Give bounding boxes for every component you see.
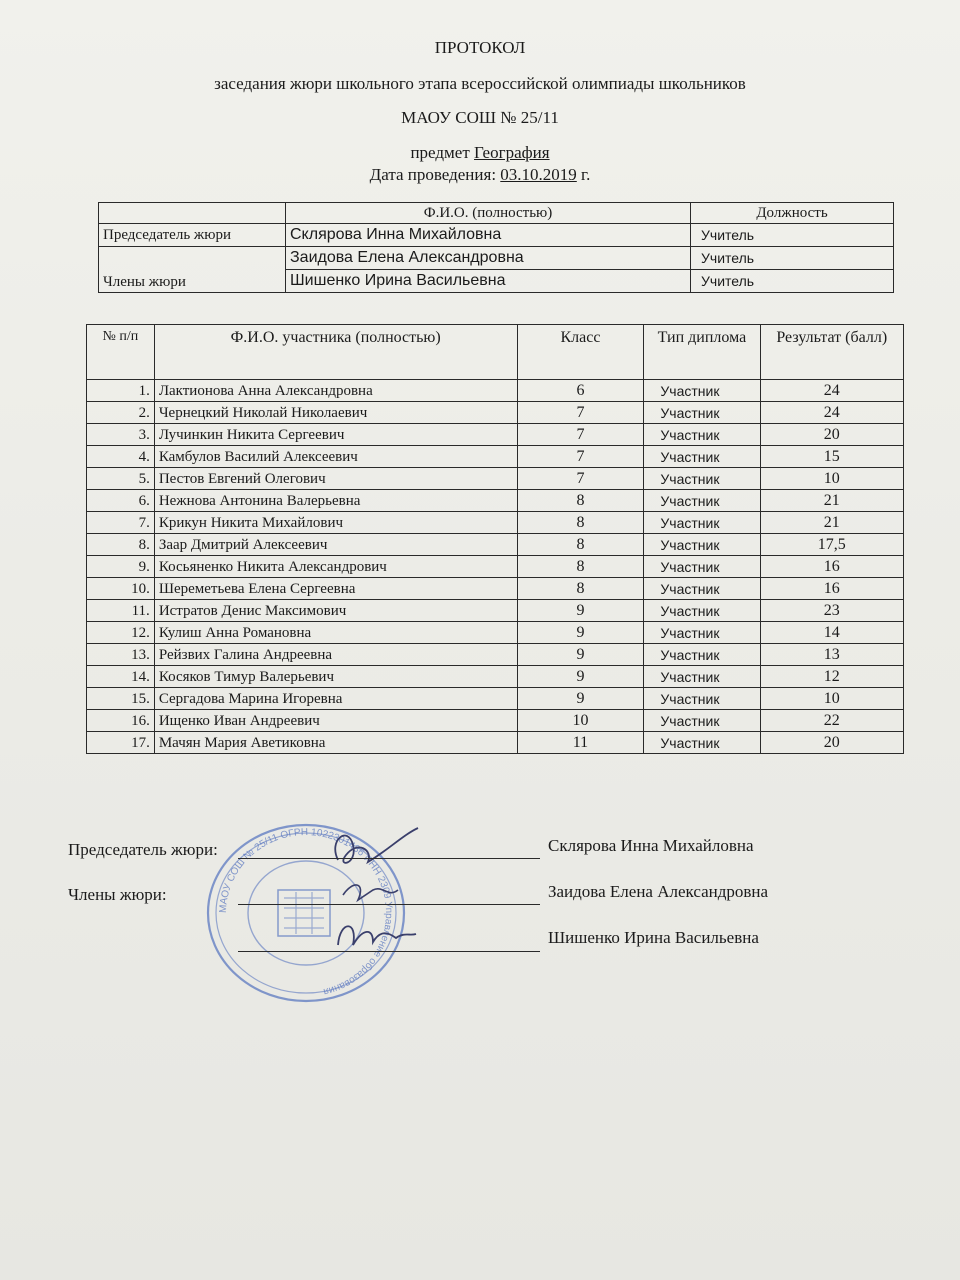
row-diploma: Участник <box>644 402 760 424</box>
row-diploma: Участник <box>644 534 760 556</box>
jury-row-member <box>99 247 894 270</box>
row-diploma: Участник <box>644 622 760 644</box>
row-result: 12 <box>760 666 904 688</box>
header-diploma: Тип диплома <box>644 325 760 380</box>
jury-header-position: Должность <box>691 203 894 224</box>
document-subtitle: заседания жюри школьного этапа всероссийской олимпиады школьников <box>214 74 746 93</box>
participants-body <box>87 380 904 754</box>
table-row <box>87 710 904 732</box>
table-row <box>87 534 904 556</box>
row-name: Сергадова Марина Игоревна <box>154 688 517 710</box>
row-class: 7 <box>517 446 644 468</box>
row-result: 21 <box>760 512 904 534</box>
row-name: Камбулов Василий Алексеевич <box>154 446 517 468</box>
sign-chair-label: Председатель жюри: <box>68 840 218 859</box>
row-diploma: Участник <box>644 578 760 600</box>
participants-table <box>86 324 904 754</box>
row-class: 9 <box>517 688 644 710</box>
row-result: 22 <box>760 710 904 732</box>
row-diploma: Участник <box>644 666 760 688</box>
row-num: 3. <box>87 424 155 446</box>
school-name: МАОУ СОШ № 25/11 <box>401 108 559 127</box>
row-result: 20 <box>760 424 904 446</box>
row-name: Истратов Денис Максимович <box>154 600 517 622</box>
jury-chair-label: Председатель жюри <box>99 224 286 247</box>
sign-member1-name: Заидова Елена Александровна <box>548 882 769 901</box>
row-class: 10 <box>517 710 644 732</box>
row-diploma: Участник <box>644 600 760 622</box>
row-class: 8 <box>517 534 644 556</box>
row-class: 9 <box>517 600 644 622</box>
row-result: 24 <box>760 402 904 424</box>
row-num: 5. <box>87 468 155 490</box>
jury-member-name: Заидова Елена Александровна <box>286 247 691 270</box>
row-name: Лактионова Анна Александровна <box>154 380 517 402</box>
header-num: № п/п <box>87 325 155 380</box>
signature-scribble <box>318 820 428 970</box>
table-row <box>87 688 904 710</box>
table-row <box>87 468 904 490</box>
row-result: 15 <box>760 446 904 468</box>
svg-text:МАОУ СОШ № 25/11 ОГРН 10223014: МАОУ СОШ № 25/11 ОГРН 1022301436 ИНН 2309 Управление образования <box>217 826 395 998</box>
date-label: Дата проведения: <box>369 165 501 184</box>
row-class: 8 <box>517 512 644 534</box>
jury-chair-position: Учитель <box>691 224 894 247</box>
sign-chair-name: Склярова Инна Михайловна <box>548 836 754 855</box>
table-row <box>87 666 904 688</box>
row-name: Ищенко Иван Андреевич <box>154 710 517 732</box>
table-row <box>87 402 904 424</box>
row-diploma: Участник <box>644 556 760 578</box>
table-row <box>87 424 904 446</box>
row-result: 24 <box>760 380 904 402</box>
row-name: Рейзвих Галина Андреевна <box>154 644 517 666</box>
row-class: 7 <box>517 424 644 446</box>
sign-member2-line <box>238 951 540 952</box>
row-name: Кулиш Анна Романовна <box>154 622 517 644</box>
row-name: Заар Дмитрий Алексеевич <box>154 534 517 556</box>
participants-header <box>87 325 904 380</box>
row-result: 16 <box>760 578 904 600</box>
table-row <box>87 578 904 600</box>
table-row <box>87 446 904 468</box>
row-result: 14 <box>760 622 904 644</box>
row-num: 16. <box>87 710 155 732</box>
header-class: Класс <box>517 325 644 380</box>
row-name: Косьяненко Никита Александрович <box>154 556 517 578</box>
row-num: 4. <box>87 446 155 468</box>
row-class: 7 <box>517 402 644 424</box>
row-num: 15. <box>87 688 155 710</box>
jury-member-position: Учитель <box>691 270 894 293</box>
row-num: 11. <box>87 600 155 622</box>
jury-member-position: Учитель <box>691 247 894 270</box>
row-diploma: Участник <box>644 490 760 512</box>
table-row <box>87 600 904 622</box>
jury-header-role <box>99 203 286 224</box>
jury-table-header <box>99 203 894 224</box>
jury-row-chair <box>99 224 894 247</box>
row-num: 1. <box>87 380 155 402</box>
row-num: 13. <box>87 644 155 666</box>
subject-label: предмет <box>410 143 475 162</box>
row-name: Крикун Никита Михайлович <box>154 512 517 534</box>
row-diploma: Участник <box>644 644 760 666</box>
row-class: 11 <box>517 732 644 754</box>
row-num: 6. <box>87 490 155 512</box>
row-class: 9 <box>517 622 644 644</box>
row-diploma: Участник <box>644 688 760 710</box>
row-class: 8 <box>517 556 644 578</box>
table-row <box>87 622 904 644</box>
sign-member2-name: Шишенко Ирина Васильевна <box>548 928 759 947</box>
table-row <box>87 490 904 512</box>
row-name: Лучинкин Никита Сергеевич <box>154 424 517 446</box>
row-result: 13 <box>760 644 904 666</box>
row-name: Чернецкий Николай Николаевич <box>154 402 517 424</box>
row-name: Пестов Евгений Олегович <box>154 468 517 490</box>
row-diploma: Участник <box>644 710 760 732</box>
header-fio: Ф.И.О. участника (полностью) <box>154 325 517 380</box>
row-num: 14. <box>87 666 155 688</box>
row-num: 9. <box>87 556 155 578</box>
row-num: 17. <box>87 732 155 754</box>
row-class: 8 <box>517 490 644 512</box>
row-class: 9 <box>517 644 644 666</box>
row-result: 16 <box>760 556 904 578</box>
table-row <box>87 732 904 754</box>
row-result: 10 <box>760 688 904 710</box>
row-result: 23 <box>760 600 904 622</box>
sign-member1-line <box>238 904 540 905</box>
row-class: 7 <box>517 468 644 490</box>
row-diploma: Участник <box>644 424 760 446</box>
table-row <box>87 380 904 402</box>
row-diploma: Участник <box>644 380 760 402</box>
row-name: Мачян Мария Аветиковна <box>154 732 517 754</box>
table-row <box>87 512 904 534</box>
row-name: Нежнова Антонина Валерьевна <box>154 490 517 512</box>
date-line <box>0 165 960 185</box>
jury-chair-name: Склярова Инна Михайловна <box>286 224 691 247</box>
row-num: 8. <box>87 534 155 556</box>
row-diploma: Участник <box>644 468 760 490</box>
subject-line <box>0 143 960 163</box>
jury-members-label: Члены жюри <box>99 247 286 293</box>
row-name: Шереметьева Елена Сергеевна <box>154 578 517 600</box>
row-num: 2. <box>87 402 155 424</box>
row-num: 7. <box>87 512 155 534</box>
date-suffix: г. <box>576 165 591 184</box>
row-result: 10 <box>760 468 904 490</box>
sign-chair-line <box>238 858 540 859</box>
row-class: 6 <box>517 380 644 402</box>
table-row <box>87 644 904 666</box>
row-num: 10. <box>87 578 155 600</box>
jury-header-fio: Ф.И.О. (полностью) <box>286 203 691 224</box>
subject-value: География <box>474 143 550 162</box>
row-class: 8 <box>517 578 644 600</box>
row-result: 21 <box>760 490 904 512</box>
table-row <box>87 556 904 578</box>
date-value: 03.10.2019 <box>500 165 577 184</box>
row-diploma: Участник <box>644 732 760 754</box>
header-result: Результат (балл) <box>760 325 904 380</box>
sign-members-label: Члены жюри: <box>68 885 167 904</box>
row-result: 20 <box>760 732 904 754</box>
row-diploma: Участник <box>644 512 760 534</box>
row-name: Косяков Тимур Валерьевич <box>154 666 517 688</box>
row-num: 12. <box>87 622 155 644</box>
jury-member-name: Шишенко Ирина Васильевна <box>286 270 691 293</box>
jury-table <box>98 202 894 293</box>
row-diploma: Участник <box>644 446 760 468</box>
row-result: 17,5 <box>760 534 904 556</box>
document-title: ПРОТОКОЛ <box>434 38 526 57</box>
row-class: 9 <box>517 666 644 688</box>
